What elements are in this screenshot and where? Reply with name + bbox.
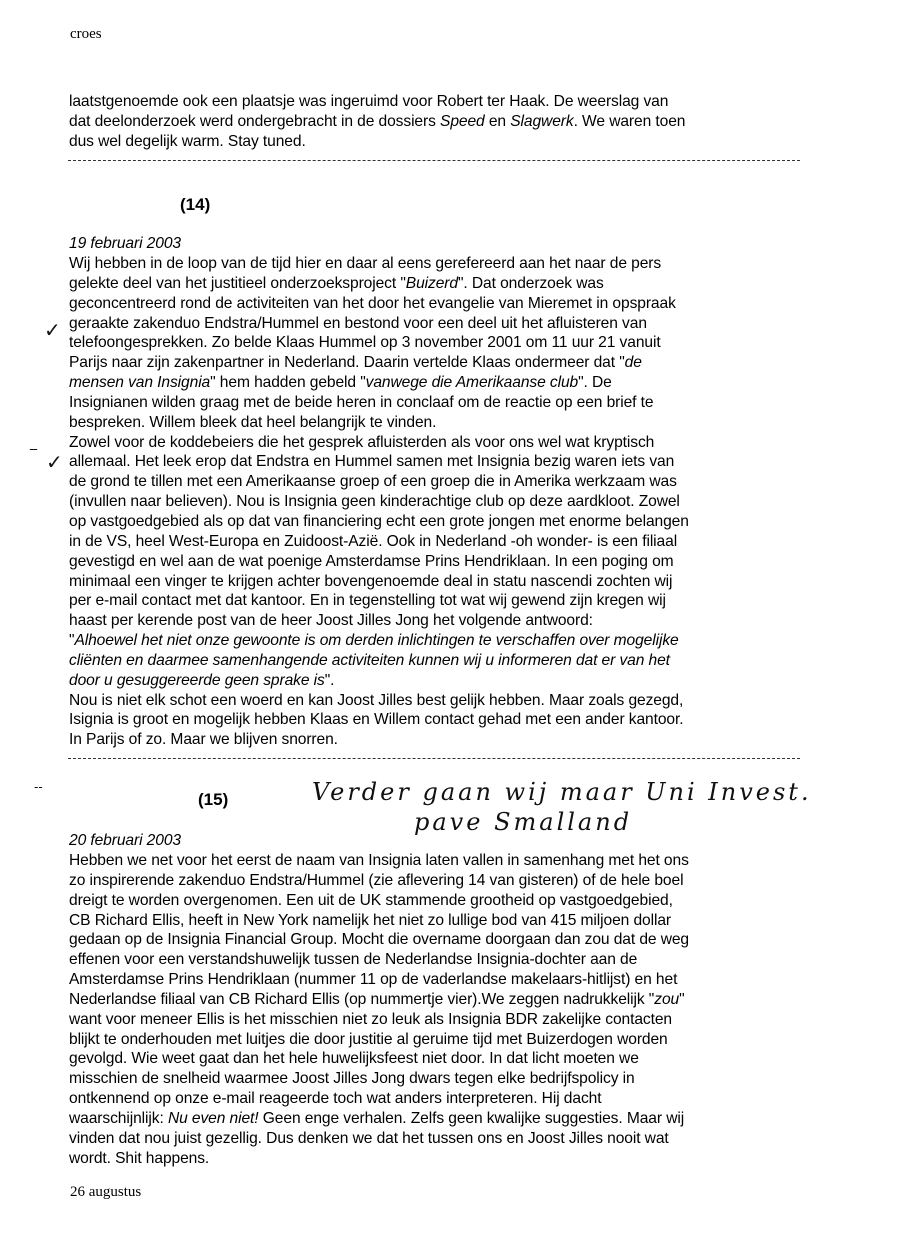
text-segment: op vastgoedgebied als op dat van financiering echt een grote jongen met enorme belangen <box>69 512 689 530</box>
handwritten-note-line1: Verder gaan wij maar Uni Invest. <box>312 778 812 806</box>
text-segment: want voor meneer Ellis is het misschien niet zo leuk als Insignia BDR zakelijke contacten <box>69 1010 673 1028</box>
margin-check-mark: ✓ <box>46 450 63 474</box>
text-segment: gelekte deel van het justitieel onderzoeksproject " <box>69 274 406 292</box>
italic-text: Slagwerk <box>510 112 574 130</box>
section-divider <box>68 160 800 161</box>
text-line <box>69 452 809 472</box>
text-line <box>69 413 809 433</box>
italic-text: vanwege die Amerikaanse club <box>365 374 579 392</box>
section-15-body <box>69 851 809 1169</box>
text-line <box>69 1089 809 1109</box>
text-segment: waarschijnlijk: <box>69 1109 168 1127</box>
text-line <box>69 314 809 334</box>
text-segment: vinden dat nou juist gezellig. Dus denken we dat het tussen ons en Joost Jilles nooit wat <box>69 1129 669 1147</box>
text-segment: ". De <box>578 374 612 392</box>
text-line <box>69 393 809 413</box>
text-line <box>69 651 809 671</box>
text-segment: geconcentreerd rond de activiteiten van het door het evangelie van Mieremet in opspraak <box>69 294 676 312</box>
italic-text: zou <box>654 990 680 1008</box>
text-segment: In Parijs of zo. Maar we blijven snorren. <box>69 731 338 749</box>
text-segment: allemaal. Het leek erop dat Endstra en Hummel samen met Insignia bezig waren iets van <box>69 453 675 471</box>
text-segment: Geen enge verhalen. Zelfs geen kwalijke suggesties. Maar wij <box>258 1109 685 1127</box>
text-line <box>69 294 809 314</box>
text-segment: wordt. Shit happens. <box>69 1149 210 1167</box>
text-line <box>69 911 809 931</box>
italic-text: cliënten en daarmee samenhangende activiteiten kunnen wij u informeren dat er van het <box>69 651 670 669</box>
text-line <box>69 1149 809 1169</box>
margin-dash-mark: ‾ <box>30 448 37 464</box>
italic-text: door u gesuggereerde geen sprake is <box>69 671 325 689</box>
text-line <box>69 990 809 1010</box>
text-line <box>69 492 809 512</box>
text-segment: misschien de snelheid waarmee Joost Jilles Jong dwars tegen elke bedrijfspolicy in <box>69 1070 635 1088</box>
text-segment: zo inspirerende zakenduo Endstra/Hummel (zie aflevering 14 van gisteren) of de hele boel <box>69 871 684 889</box>
text-line <box>69 930 809 950</box>
text-line <box>69 1069 809 1089</box>
section-divider <box>68 758 800 759</box>
intro-paragraph <box>69 92 809 152</box>
text-line <box>69 572 809 592</box>
text-segment: geraakte zakenduo Endstra/Hummel en bestond voor een deel uit het afluisteren van <box>69 314 647 332</box>
text-segment: " hem hadden gebeld " <box>210 374 366 392</box>
text-segment: Nou is niet elk schot een woerd en kan Joost Jilles best gelijk hebben. Maar zoals gezegd, <box>69 691 684 709</box>
text-segment: Nederlandse filiaal van CB Richard Ellis (op nummertje vier).We zeggen nadrukkelijk " <box>69 990 655 1008</box>
section-15-date: 20 februari 2003 <box>69 832 181 849</box>
text-segment: dreigt te worden overgenomen. Een uit de UK stammende grootheid op vastgoedgebied, <box>69 891 673 909</box>
text-segment: effenen voor een verstandshuwelijk tussen de Nederlandse Insignia-dochter aan de <box>69 951 638 969</box>
text-line <box>69 433 809 453</box>
margin-check-mark: ✓ <box>44 318 61 342</box>
text-line <box>69 353 809 373</box>
italic-text: Nu even niet! <box>167 1109 259 1127</box>
text-segment: haast per kerende post van de heer Joost Jilles Jong het volgende antwoord: <box>69 612 593 630</box>
section-number-15: (15) <box>198 790 229 809</box>
text-line <box>69 631 809 651</box>
text-segment: de grond te tillen met een Amerikaanse groep of een groep die in Amerika werkzaam was <box>69 473 677 491</box>
text-segment: gevestigd en wel aan de wat poenige Amsterdamse Prins Hendriklaan. In een poging om <box>69 552 674 570</box>
text-line <box>69 671 809 691</box>
handwritten-note-line2: pave Smalland <box>414 808 633 836</box>
text-line <box>69 970 809 990</box>
text-line <box>69 112 809 132</box>
text-line <box>69 274 809 294</box>
text-segment: . We waren toen <box>573 112 686 130</box>
text-segment: minimaal een vinger te krijgen achter bovengenoemde deal in statu nascendi zochten wij <box>69 572 673 590</box>
text-segment: Amsterdamse Prins Hendriklaan (nummer 11 op de vaderlandse makelaars-hitlijst) en het <box>69 971 678 989</box>
text-line <box>69 591 809 611</box>
margin-dash-mark: -- <box>34 780 43 794</box>
text-segment: gedaan op de Insignia Financial Group. Mocht die overname doorgaan dan zou dat de weg <box>69 931 690 949</box>
text-segment: " <box>679 990 685 1008</box>
text-line <box>69 710 809 730</box>
text-segment: telefoongesprekken. Zo belde Klaas Hummel op 3 november 2001 om 11 uur 21 vanuit <box>69 334 661 352</box>
text-line <box>69 1109 809 1129</box>
text-line <box>69 552 809 572</box>
text-line <box>69 730 809 750</box>
text-segment: " <box>69 632 75 650</box>
text-segment: ontkennend op onze e-mail reageerde toch wat anders interpreteren. Hij dacht <box>69 1090 602 1108</box>
italic-text: Speed <box>440 112 485 130</box>
text-line <box>69 1030 809 1050</box>
text-line <box>69 1129 809 1149</box>
text-line <box>69 373 809 393</box>
text-segment: dat deelonderzoek werd ondergebracht in de dossiers <box>69 112 441 130</box>
section-14-date: 19 februari 2003 <box>69 235 181 252</box>
text-line <box>69 851 809 871</box>
text-line <box>69 611 809 631</box>
text-segment: blijkt te onderhouden met luitjes die door justitie al geruime tijd met Buizerdogen worden <box>69 1030 668 1048</box>
text-segment: CB Richard Ellis, heeft in New York namelijk het niet zo lullige bod van 415 miljoen dollar <box>69 911 671 929</box>
text-line <box>69 891 809 911</box>
italic-text: Buizerd <box>405 274 458 292</box>
text-line <box>69 254 809 274</box>
running-header: croes <box>70 26 102 42</box>
italic-text: de <box>624 354 642 372</box>
italic-text: mensen van Insignia <box>69 374 211 392</box>
text-line <box>69 691 809 711</box>
text-line <box>69 132 809 152</box>
text-line <box>69 1049 809 1069</box>
text-segment: bespreken. Willem bleek dat heel belangrijk te vinden. <box>69 413 437 431</box>
text-line <box>69 1010 809 1030</box>
text-segment: Zowel voor de koddebeiers die het gesprek afluisterden als voor ons wel wat kryptisch <box>69 433 655 451</box>
text-line <box>69 92 809 112</box>
text-segment: Hebben we net voor het eerst de naam van Insignia laten vallen in samenhang met het ons <box>69 852 689 869</box>
text-line <box>69 532 809 552</box>
text-segment: per e-mail contact met dat kantoor. En in tegenstelling tot wat wij gewend zijn kregen wij <box>69 592 666 610</box>
text-segment: Wij hebben in de loop van de tijd hier en daar al eens gerefereerd aan het naar de pers <box>69 255 662 272</box>
text-segment: ". <box>324 671 335 689</box>
text-segment: laatstgenoemde ook een plaatsje was ingeruimd voor Robert ter Haak. De weerslag van <box>69 93 669 110</box>
text-line <box>69 871 809 891</box>
page-footer: 26 augustus <box>70 1184 142 1200</box>
text-segment: Insignianen wilden graag met de beide heren in conclaaf om de reactie op een brief te <box>69 393 654 411</box>
text-segment: gevolgd. Wie weet gaat dan het hele huwelijksfeest niet door. In dat licht moeten we <box>69 1050 639 1068</box>
text-line <box>69 333 809 353</box>
text-segment: Isignia is groot en mogelijk hebben Klaas en Willem contact gehad met een ander kantoor. <box>69 711 684 729</box>
text-line <box>69 512 809 532</box>
text-line <box>69 472 809 492</box>
text-segment: in de VS, heel West-Europa en Zuidoost-Azië. Ook in Nederland -oh wonder- is een filiaal <box>69 532 678 550</box>
text-segment: en <box>484 112 511 130</box>
text-segment: dus wel degelijk warm. Stay tuned. <box>69 132 306 150</box>
section-number-14: (14) <box>180 195 211 214</box>
text-line <box>69 950 809 970</box>
text-segment: Parijs naar zijn zakenpartner in Nederland. Daarin vertelde Klaas ondermeer dat " <box>69 354 625 372</box>
section-14-body <box>69 254 809 750</box>
text-segment: (invullen naar believen). Nou is Insignia geen kinderachtige club op deze aardkloot. Zowel <box>69 493 680 511</box>
text-segment: ". Dat onderzoek was <box>457 274 604 292</box>
italic-text: Alhoewel het niet onze gewoonte is om derden inlichtingen te verschaffen over mogelijke <box>74 632 679 650</box>
